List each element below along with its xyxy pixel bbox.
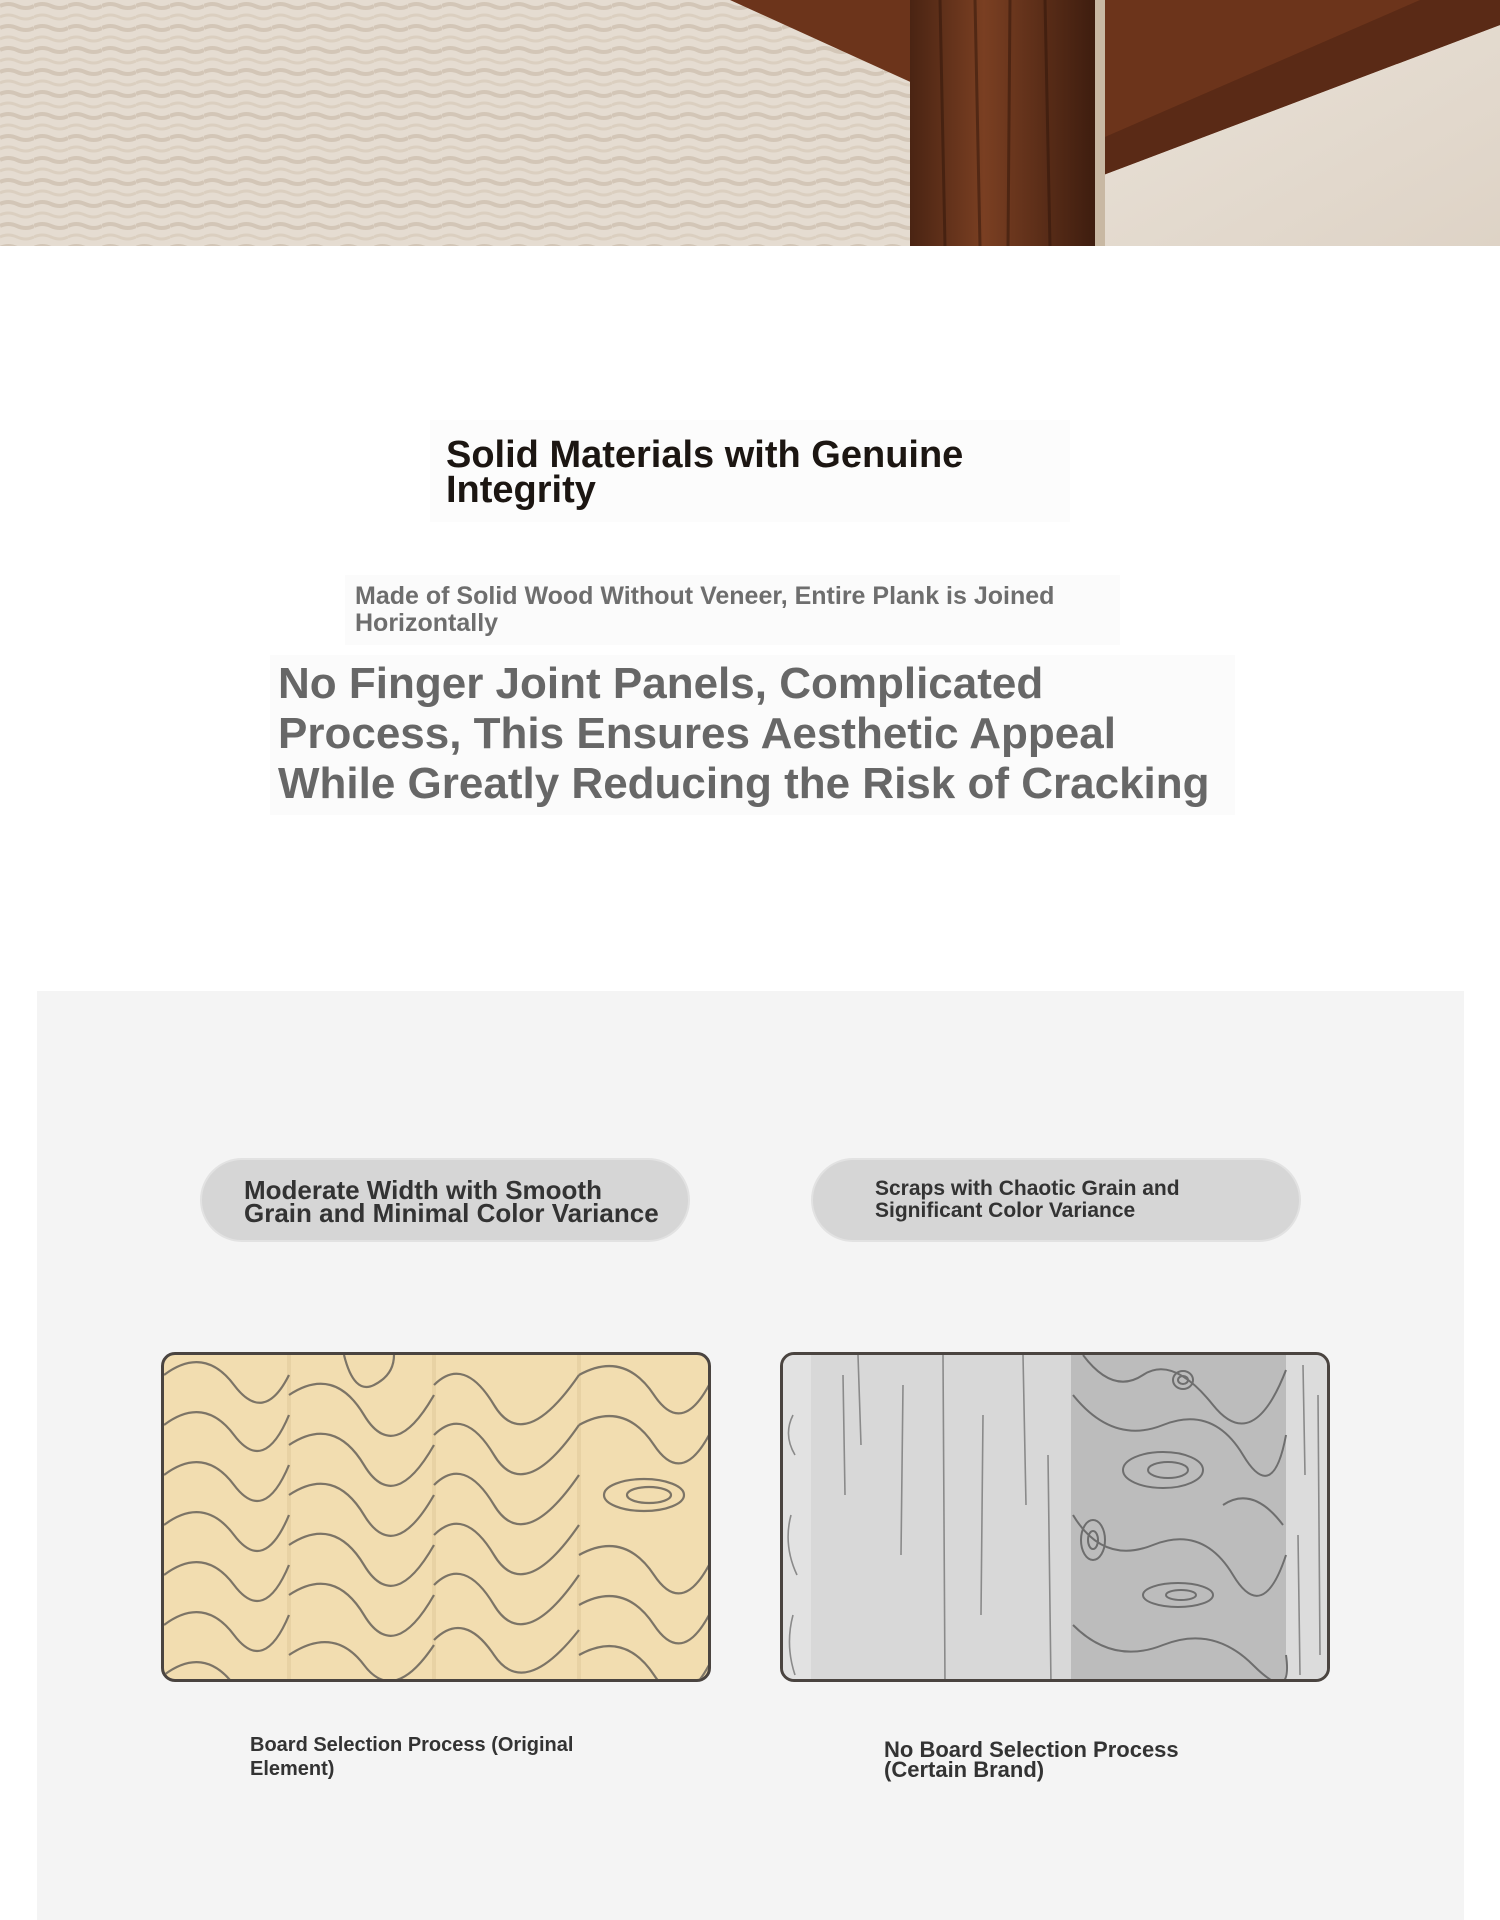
lead-line-1: No Finger Joint Panels, Complicated bbox=[278, 659, 1044, 708]
left-caption bbox=[250, 1733, 610, 1781]
lead-line-3: While Greatly Reducing the Risk of Cracking bbox=[278, 759, 1210, 808]
left-feature-pill bbox=[200, 1158, 690, 1242]
bed-leg-photo-icon bbox=[0, 0, 1500, 246]
right-pill-label bbox=[875, 1178, 1275, 1222]
chaotic-wood-grain-icon bbox=[780, 1352, 1330, 1682]
subheading-line-1: Made of Solid Wood Without Veneer, Entire Plank is Joined bbox=[355, 582, 1055, 610]
right-caption-line-1: No Board Selection Process bbox=[884, 1737, 1179, 1762]
heading-line-1: Solid Materials with Genuine bbox=[446, 434, 964, 476]
left-pill-label bbox=[244, 1175, 664, 1228]
right-feature-pill bbox=[811, 1158, 1301, 1242]
left-pill-line-2: Grain and Minimal Color Variance bbox=[244, 1198, 659, 1228]
right-pill-line-1: Scraps with Chaotic Grain and bbox=[875, 1177, 1180, 1200]
hero-image bbox=[0, 0, 1500, 246]
lead-line-2: Process, This Ensures Aesthetic Appeal bbox=[278, 709, 1116, 758]
subheading-line-2: Horizontally bbox=[355, 609, 499, 637]
left-caption-line-1: Board Selection Process (Original bbox=[250, 1734, 574, 1756]
lead-statement bbox=[270, 655, 1235, 815]
right-caption bbox=[884, 1737, 1214, 1782]
right-pill-line-2: Significant Color Variance bbox=[875, 1199, 1136, 1222]
left-caption-line-2: Element) bbox=[250, 1758, 335, 1780]
left-pill-line-1: Moderate Width with Smooth bbox=[244, 1175, 602, 1205]
heading-line-2: Integrity bbox=[446, 469, 596, 511]
section-subheading bbox=[345, 575, 1120, 645]
section-heading bbox=[430, 420, 1070, 522]
uniform-wood-grain-icon bbox=[161, 1352, 711, 1682]
right-caption-line-2: (Certain Brand) bbox=[884, 1757, 1045, 1782]
